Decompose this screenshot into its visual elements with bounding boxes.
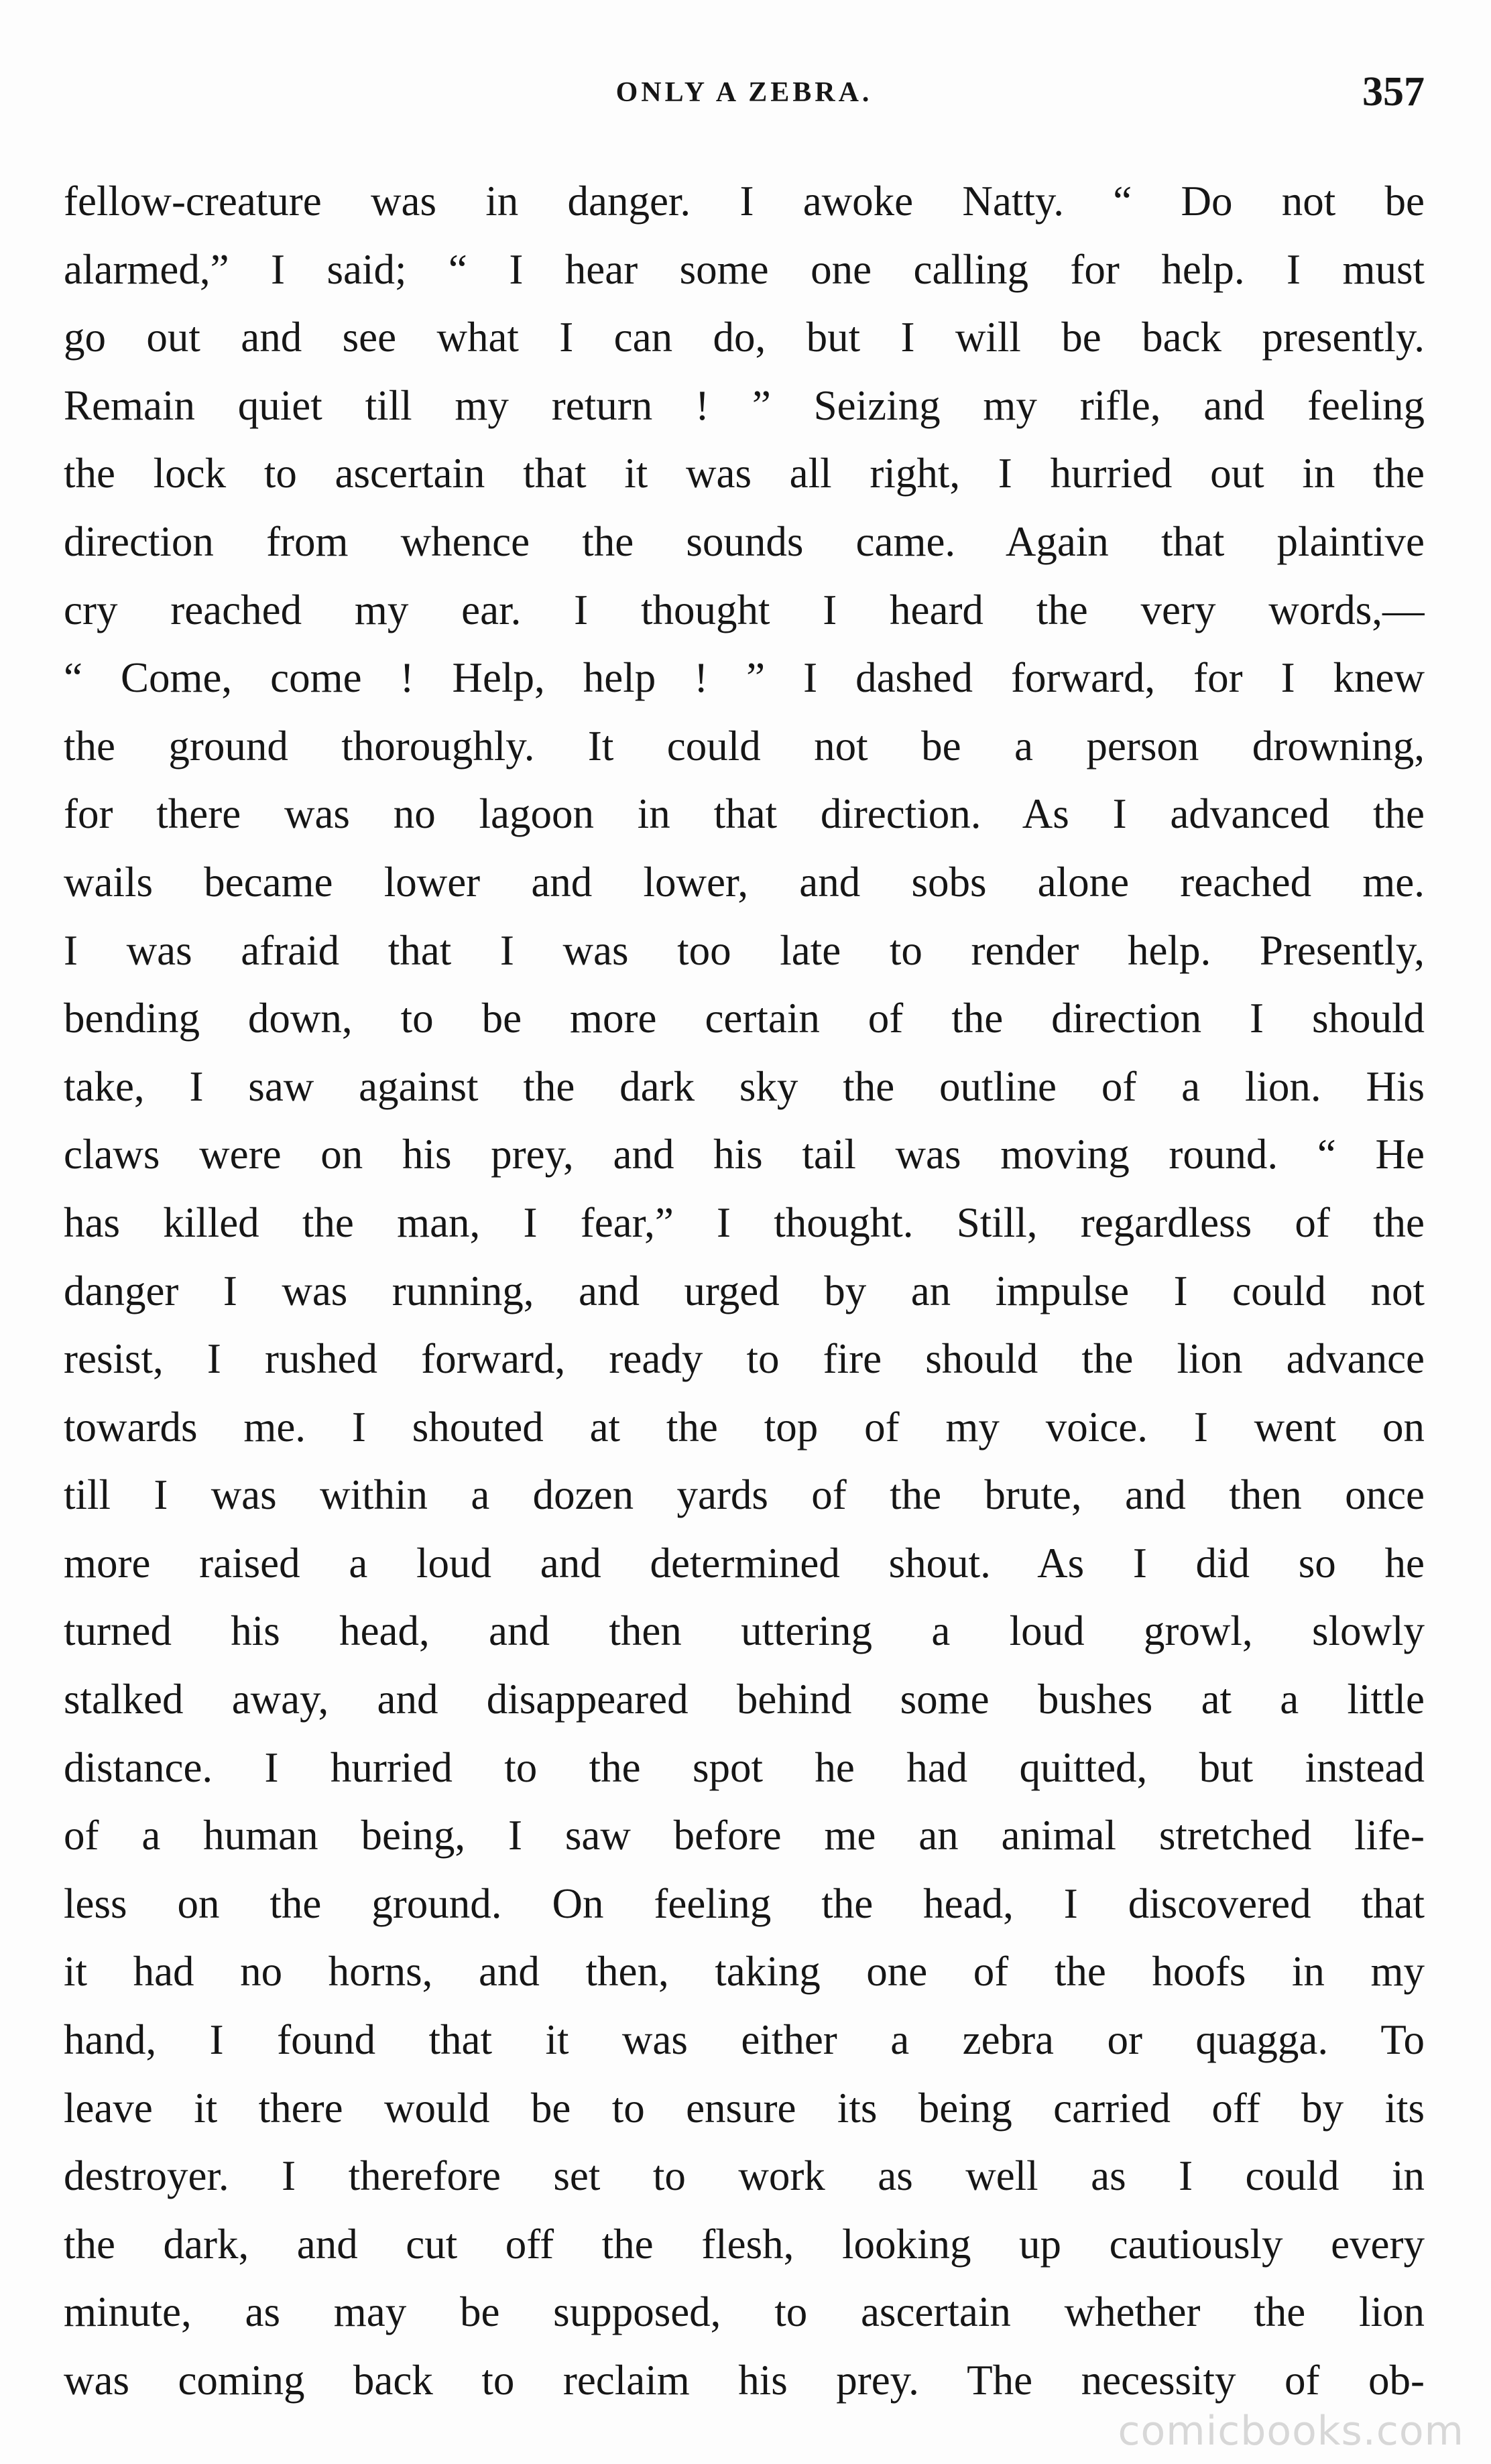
running-head: ONLY A ZEBRA.: [615, 77, 873, 108]
text-line: alarmed,” I said; “ I hear some one calling for help. I must: [64, 245, 1425, 293]
text-line: Remain quiet till my return ! ” Seizing my rifle, and feeling: [64, 381, 1425, 429]
text-line: direction from whence the sounds came. Again that plaintive: [64, 517, 1425, 565]
text-line: was coming back to reclaim his prey. The necessity of ob-: [64, 2357, 1425, 2404]
text-line: less on the ground. On feeling the head, I discovered that: [64, 1880, 1425, 1927]
text-line: destroyer. I therefore set to work as well as I could in: [64, 2152, 1425, 2200]
text-line: of a human being, I saw before me an animal stretched life-: [64, 1812, 1425, 1859]
text-line: danger I was running, and urged by an impulse I could not: [64, 1267, 1425, 1314]
text-line: distance. I hurried to the spot he had quitted, but instead: [64, 1743, 1425, 1791]
text-line: leave it there would be to ensure its being carried off by its: [64, 2084, 1425, 2132]
text-line: claws were on his prey, and his tail was moving round. “ He: [64, 1131, 1425, 1178]
text-line: “ Come, come ! Help, help ! ” I dashed forward, for I knew: [64, 654, 1425, 702]
text-line: cry reached my ear. I thought I heard the very words,—: [64, 586, 1425, 633]
text-line: resist, I rushed forward, ready to fire should the lion advance: [64, 1335, 1425, 1383]
text-line: it had no horns, and then, taking one of the hoofs in my: [64, 1948, 1425, 1995]
text-line: go out and see what I can do, but I will be back presently.: [64, 314, 1425, 361]
text-line: turned his head, and then uttering a loud growl, slowly: [64, 1607, 1425, 1655]
body-text: [64, 168, 1425, 2415]
watermark: comicbooks.com: [1118, 2408, 1464, 2455]
text-line: till I was within a dozen yards of the brute, and then once: [64, 1471, 1425, 1519]
text-line: more raised a loud and determined shout. As I did so he: [64, 1539, 1425, 1587]
text-line: towards me. I shouted at the top of my voice. I went on: [64, 1403, 1425, 1451]
text-line: hand, I found that it was either a zebra or quagga. To: [64, 2016, 1425, 2064]
page-number: 357: [1362, 69, 1425, 115]
text-line: the dark, and cut off the flesh, looking up cautiously every: [64, 2220, 1425, 2268]
text-line: take, I saw against the dark sky the outline of a lion. His: [64, 1062, 1425, 1110]
text-line: for there was no lagoon in that direction. As I advanced the: [64, 790, 1425, 838]
text-line: stalked away, and disappeared behind some bushes at a little: [64, 1676, 1425, 1723]
text-line: fellow-creature was in danger. I awoke Natty. “ Do not be: [64, 178, 1425, 225]
text-line: the ground thoroughly. It could not be a person drowning,: [64, 722, 1425, 769]
text-line: I was afraid that I was too late to render help. Presently,: [64, 926, 1425, 974]
text-line: wails became lower and lower, and sobs alone reached me.: [64, 858, 1425, 906]
text-line: minute, as may be supposed, to ascertain whether the lion: [64, 2288, 1425, 2336]
text-line: has killed the man, I fear,” I thought. Still, regardless of the: [64, 1198, 1425, 1246]
text-line: the lock to ascertain that it was all right, I hurried out in the: [64, 450, 1425, 497]
text-line: bending down, to be more certain of the direction I should: [64, 995, 1425, 1042]
page-header: [64, 68, 1425, 129]
